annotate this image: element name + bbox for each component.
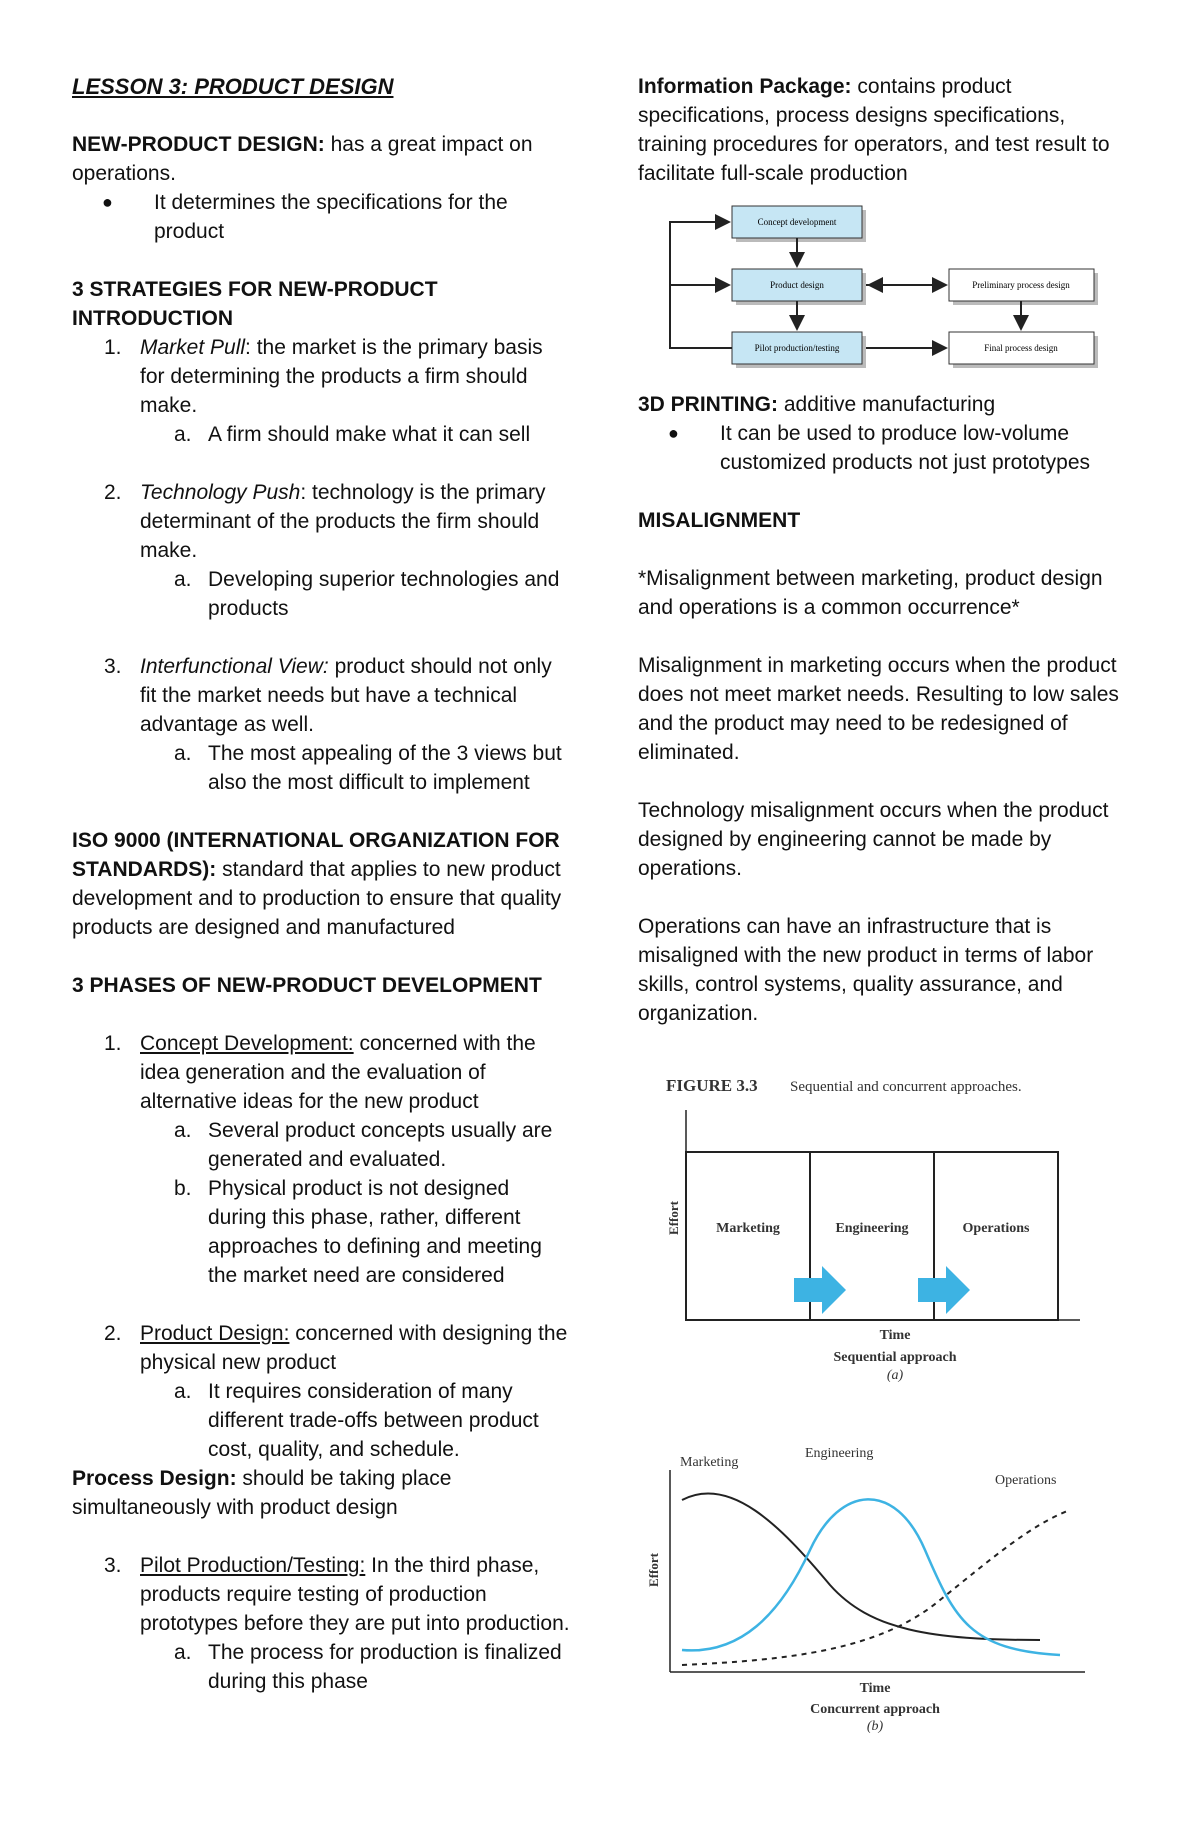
y-axis-label: Effort bbox=[666, 1201, 681, 1235]
stages-frame bbox=[686, 1152, 1058, 1320]
phase-subitem: b. Physical product is not designed during this phase, rather, different approaches to defining and meeting the market need are considered bbox=[174, 1177, 542, 1287]
figure-label: FIGURE 3.3 bbox=[666, 1076, 758, 1095]
stage-arrow-icon bbox=[794, 1266, 846, 1314]
engineering-label: Engineering bbox=[805, 1446, 874, 1461]
process-design-paragraph: Process Design: should be taking place simultaneously with product design bbox=[72, 1467, 452, 1519]
phases-heading: 3 PHASES OF NEW-PRODUCT DEVELOPMENT bbox=[72, 974, 542, 997]
strategy-subitem: a. A firm should make what it can sell bbox=[174, 423, 531, 446]
stage-label-engineering: Engineering bbox=[835, 1221, 909, 1236]
figure-caption: Sequential and concurrent approaches. bbox=[790, 1079, 1022, 1095]
operations-curve bbox=[682, 1510, 1070, 1665]
info-package-paragraph: Information Package: contains product specifications, process designs specifications, training procedures for operators, and test result to facilitate full-scale production bbox=[638, 75, 1110, 185]
product-development-flow-diagram bbox=[662, 196, 1102, 376]
bullet-icon: ● bbox=[668, 423, 679, 443]
left-column bbox=[72, 72, 572, 1696]
bullet-icon: ● bbox=[102, 192, 113, 212]
strategies-heading: 3 STRATEGIES FOR NEW-PRODUCT INTRODUCTION bbox=[72, 278, 438, 330]
strategy-item: 2. Technology Push: technology is the primary determinant of the products the firm should make. bbox=[104, 481, 546, 562]
marketing-label: Marketing bbox=[680, 1455, 739, 1470]
npd-bullet: ● It determines the specifications for the product bbox=[72, 188, 572, 246]
concept-development-label: Concept development bbox=[757, 217, 837, 227]
stage-arrow-icon bbox=[918, 1266, 970, 1314]
stage-label-operations: Operations bbox=[962, 1221, 1030, 1236]
misalignment-heading: MISALIGNMENT bbox=[638, 509, 801, 532]
marketing-curve bbox=[682, 1493, 1040, 1640]
strategy-subitem: a. Developing superior technologies and products bbox=[174, 568, 560, 620]
product-design-label: Product design bbox=[770, 280, 824, 290]
npd-text: has a great impact on operations. bbox=[72, 133, 533, 185]
figure-part-label: (a) bbox=[886, 1368, 904, 1383]
phase-item: 1. Concept Development: concerned with the idea generation and the evaluation of alternative ideas for the new product bbox=[104, 1032, 536, 1113]
operations-label: Operations bbox=[995, 1473, 1057, 1488]
misalignment-paragraph: Misalignment in marketing occurs when the product does not meet market needs. Resulting to low sales and the product may need to be redesigned of eliminated. bbox=[638, 654, 1119, 764]
figure-part-label: (b) bbox=[866, 1719, 884, 1734]
preliminary-process-label: Preliminary process design bbox=[972, 280, 1070, 290]
phase-subitem: a. Several product concepts usually are generated and evaluated. bbox=[174, 1119, 553, 1171]
figure-concurrent-approach bbox=[640, 1440, 1100, 1735]
strategy-item: 1. Market Pull: the market is the primary basis for determining the products a firm should make. bbox=[104, 336, 543, 417]
phase-item: 2. Product Design: concerned with designing the physical new product bbox=[104, 1322, 568, 1374]
npd-label: NEW-PRODUCT DESIGN: bbox=[72, 133, 325, 156]
misalignment-note: *Misalignment between marketing, product design and operations is a common occurrence* bbox=[638, 567, 1103, 619]
figure-sequential-approach bbox=[660, 1070, 1100, 1390]
lesson-title: LESSON 3: PRODUCT DESIGN bbox=[72, 74, 394, 99]
y-axis-label: Effort bbox=[646, 1553, 661, 1587]
engineering-curve bbox=[682, 1499, 1060, 1655]
stage-label-marketing: Marketing bbox=[716, 1221, 780, 1236]
right-column bbox=[638, 72, 1138, 1028]
final-process-label: Final process design bbox=[984, 343, 1058, 353]
npd-paragraph bbox=[72, 130, 572, 188]
concurrent-approach-title: Concurrent approach bbox=[810, 1702, 940, 1717]
strategy-subitem: a. The most appealing of the 3 views but also the most difficult to implement bbox=[174, 742, 562, 794]
phase-item: 3. Pilot Production/Testing: In the third phase, products require testing of production prototypes before they are put into production. bbox=[104, 1554, 570, 1635]
x-axis-label: Time bbox=[879, 1328, 911, 1343]
phase-subitem: a. It requires consideration of many different trade-offs between product cost, quality, and schedule. bbox=[174, 1380, 539, 1461]
strategy-item: 3. Interfunctional View: product should not only fit the market needs but have a technical advantage as well. bbox=[104, 655, 552, 736]
3d-printing-bullet: ● It can be used to produce low-volume customized products not just prototypes bbox=[638, 419, 1138, 477]
x-axis-label: Time bbox=[859, 1681, 891, 1696]
pilot-production-label: Pilot production/testing bbox=[754, 343, 840, 353]
misalignment-paragraph: Operations can have an infrastructure that is misaligned with the new product in terms of labor skills, control systems, quality assurance, and organization. bbox=[638, 915, 1094, 1025]
sequential-approach-title: Sequential approach bbox=[833, 1350, 957, 1365]
misalignment-paragraph: Technology misalignment occurs when the product designed by engineering cannot be made by operations. bbox=[638, 799, 1109, 880]
phase-subitem: a. The process for production is finalized during this phase bbox=[174, 1641, 562, 1693]
3d-printing-paragraph: 3D PRINTING: additive manufacturing bbox=[638, 393, 996, 416]
iso-paragraph: ISO 9000 (INTERNATIONAL ORGANIZATION FOR STANDARDS): standard that applies to new product development and to production to ensure that quality products are designed and manufactured bbox=[72, 829, 562, 939]
